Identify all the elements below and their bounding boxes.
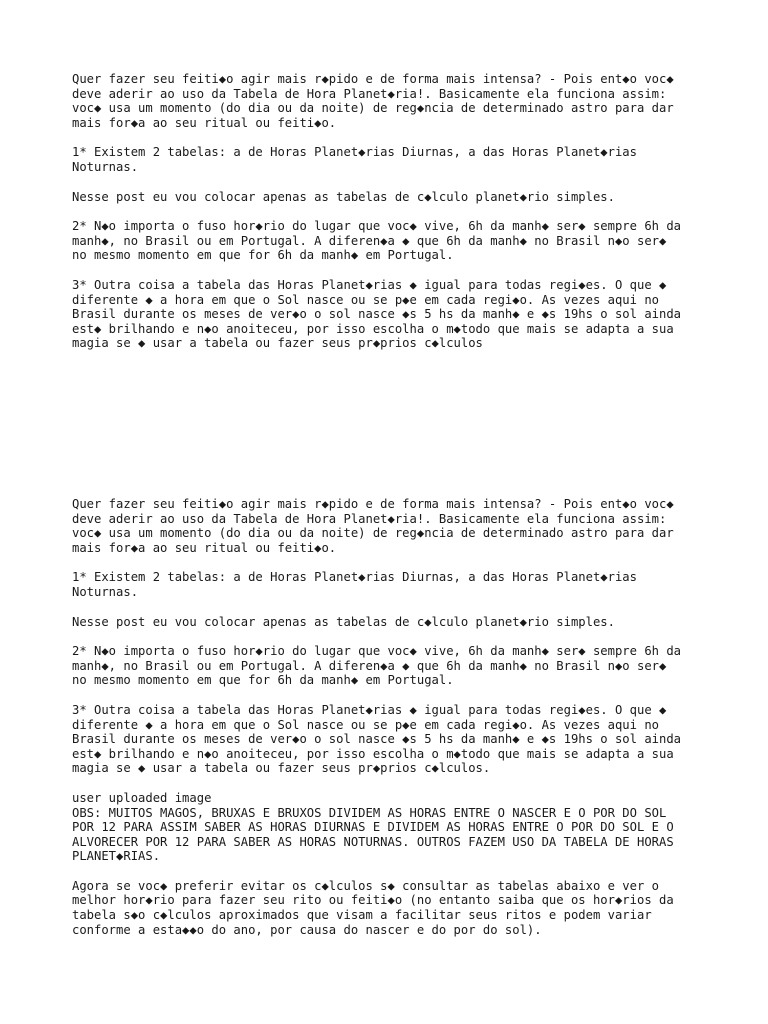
intro-paragraph: Quer fazer seu feiti◆o agir mais r◆pido e de forma mais intensa? - Pois ent◆o voc◆ deve aderir ao uso da Tabela de Hora Planet◆ria!. Basicamente ela funciona assim: voc◆ usa um momento (do dia ou da noite) de reg◆ncia de determinado astro para dar mais for◆a ao seu ritual ou feiti◆o. [72,497,674,555]
point-2-paragraph: 2* N◆o importa o fuso hor◆rio do lugar que voc◆ vive, 6h da manh◆ ser◆ sempre 6h da manh◆, no Brasil ou em Portugal. A diferen◆a ◆ que 6h da manh◆ no Brasil n◆o ser◆ no mesmo momento em que for 6h da manh◆ em Portugal. [72,644,682,688]
image-caption: user uploaded image [72,790,212,805]
point-2-paragraph: 2* N◆o importa o fuso hor◆rio do lugar que voc◆ vive, 6h da manh◆ ser◆ sempre 6h da manh◆, no Brasil ou em Portugal. A diferen◆a ◆ que 6h da manh◆ no Brasil n◆o ser◆ no mesmo momento em que for 6h da manh◆ em Portugal. [72,219,682,263]
closing-paragraph: Agora se voc◆ preferir evitar os c◆lculos s◆ consultar as tabelas abaixo e ver o melhor hor◆rio para fazer seu rito ou feiti◆o (no entanto saiba que os hor◆rios da tabela s◆o c◆lculos aproximados que visam a facilitar seus ritos e podem variar conforme a esta◆◆o do ano, por causa do nascer e do por do sol). [72,878,674,937]
note-paragraph: Nesse post eu vou colocar apenas as tabelas de c◆lculo planet◆rio simples. [72,614,615,629]
point-1-paragraph: 1* Existem 2 tabelas: a de Horas Planet◆rias Diurnas, a das Horas Planet◆rias Noturnas. [72,145,637,174]
point-1-paragraph: 1* Existem 2 tabelas: a de Horas Planet◆rias Diurnas, a das Horas Planet◆rias Noturnas. [72,570,637,599]
intro-paragraph: Quer fazer seu feiti◆o agir mais r◆pido e de forma mais intensa? - Pois ent◆o voc◆ deve aderir ao uso da Tabela de Hora Planet◆ria!. Basicamente ela funciona assim: voc◆ usa um momento (do dia ou da noite) de reg◆ncia de determinado astro para dar mais for◆a ao seu ritual ou feiti◆o. [72,72,674,130]
text-section-2 [72,497,732,952]
point-3-paragraph: 3* Outra coisa a tabela das Horas Planet◆rias ◆ igual para todas regi◆es. O que ◆ diferente ◆ a hora em que o Sol nasce ou se p◆e em cada regi◆o. As vezes aqui no Brasil durante os meses de ver◆o o sol nasce ◆s 5 hs da manh◆ e ◆s 19hs o sol ainda est◆ brilhando e n◆o anoiteceu, por isso escolha o m◆todo que mais se adapta a sua magia se ◆ usar a tabela ou fazer seus pr◆prios c◆lculos [72,277,682,351]
note-paragraph: Nesse post eu vou colocar apenas as tabelas de c◆lculo planet◆rio simples. [72,189,615,204]
point-3-paragraph: 3* Outra coisa a tabela das Horas Planet◆rias ◆ igual para todas regi◆es. O que ◆ diferente ◆ a hora em que o Sol nasce ou se p◆e em cada regi◆o. As vezes aqui no Brasil durante os meses de ver◆o o sol nasce ◆s 5 hs da manh◆ e ◆s 19hs o sol ainda est◆ brilhando e n◆o anoiteceu, por isso escolha o m◆todo que mais se adapta a sua magia se ◆ usar a tabela ou fazer seus pr◆prios c◆lculos. [72,702,682,776]
obs-paragraph: OBS: MUITOS MAGOS, BRUXAS E BRUXOS DIVIDEM AS HORAS ENTRE O NASCER E O POR DO SOL POR 12 PARA ASSIM SABER AS HORAS DIURNAS E DIVIDEM AS HORAS ENTRE O POR DO SOL E O ALVORECER POR 12 PARA SABER AS HORAS NOTURNAS. OUTROS FAZEM USO DA TABELA DE HORAS PLANET◆RIAS. [72,805,674,864]
text-section-1 [72,72,732,366]
